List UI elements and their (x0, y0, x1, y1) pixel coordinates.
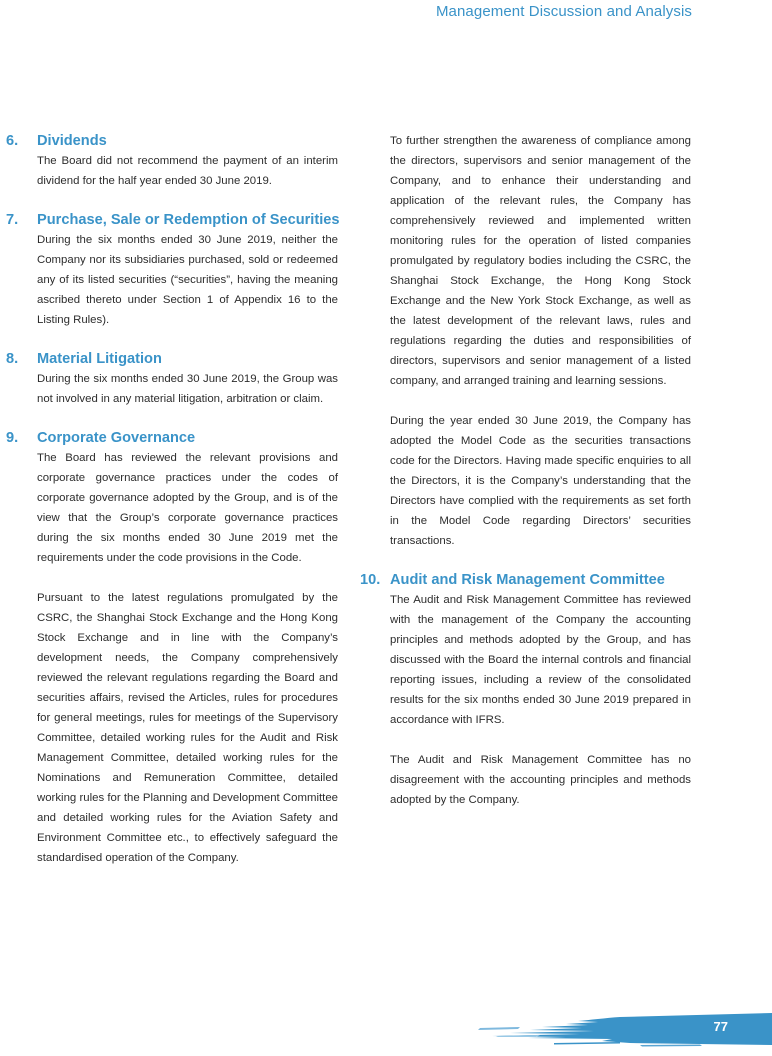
section-corporate-governance (6, 428, 338, 868)
section-number: 7. (6, 212, 19, 228)
section-material-litigation (6, 349, 338, 409)
section-heading (6, 210, 338, 230)
section-title: Purchase, Sale or Redemption of Securities (37, 212, 340, 228)
section-dividends (6, 131, 338, 191)
paragraph: The Audit and Risk Management Committee has no disagreement with the accounting principles and methods adopted by the Company. (390, 754, 691, 806)
section-title: Material Litigation (37, 351, 162, 367)
paragraph: During the year ended 30 June 2019, the Company has adopted the Model Code as the securities transactions code for the Directors. Having made specific enquiries to all the Directors, it is the Company’s understanding that the Directors have complied with the requirements as set forth in the Model Code regarding Directors’ securities transactions. (390, 415, 691, 547)
section-heading (6, 349, 338, 369)
paragraph: To further strengthen the awareness of compliance among the directors, supervisors and senior management of the Company, and to enhance their understanding and application of the relevant rules, the Company has comprehensively reviewed and implemented written monitoring rules for the operation of listed companies promulgated by regulatory bodies including the CSRC, the Shanghai Stock Exchange, the Hong Kong Stock Exchange and the New York Stock Exchange, as well as the latest development of the relevant laws, rules and regulations regarding the duties and responsibilities of directors, supervisors and senior management of a listed company, and arranged training and learning sessions. (390, 135, 691, 387)
paragraph: During the six months ended 30 June 2019, the Group was not involved in any material litigation, arbitration or claim. (37, 373, 338, 405)
paragraph: Pursuant to the latest regulations promulgated by the CSRC, the Shanghai Stock Exchange and the Hong Kong Stock Exchange and in line with the Company’s development needs, the Company comprehensively reviewed the relevant regulations regarding the Board and securities affairs, revised the Articles, rules for procedures for general meetings, rules for meetings of the Supervisory Committee, detailed working rules for the Audit and Risk Management Committee, detailed working rules for the Nominations and Remuneration Committee, detailed working rules for the Planning and Development Committee and detailed working rules for the Aviation Safety and Environment Committee etc., to effectively safeguard the standardised operation of the Company. (37, 592, 338, 864)
section-title: Dividends (37, 133, 107, 149)
section-heading (6, 428, 338, 448)
paragraph: The Board has reviewed the relevant provisions and corporate governance practices under the codes of corporate governance adopted by the Group, and is of the view that the Group’s corporate governance practices during the six months ended 30 June 2019 met the requirements under the code provisions in the Code. (37, 452, 338, 564)
paragraph: During the six months ended 30 June 2019, neither the Company nor its subsidiaries purchased, sold or redeemed any of its listed securities (“securities”, having the meaning ascribed thereto under Section 1 of Appendix 16 to the Listing Rules). (37, 234, 338, 326)
paragraph: The Audit and Risk Management Committee has reviewed with the management of the Company the accounting principles and methods adopted by the Group, and has discussed with the Board the internal controls and financial reporting issues, including a review of the consolidated results for the six months ended 30 June 2019 prepared in accordance with IFRS. (390, 594, 691, 726)
section-number: 9. (6, 430, 19, 446)
section-purchase-sale-redemption (6, 210, 338, 330)
paragraph: The Board did not recommend the payment of an interim dividend for the half year ended 30 June 2019. (37, 155, 338, 187)
running-header-title: Management Discussion and Analysis (435, 3, 692, 20)
section-title: Audit and Risk Management Committee (390, 572, 665, 588)
page-number: 77 (713, 1019, 728, 1034)
left-column (6, 131, 338, 868)
section-number: 6. (6, 133, 19, 149)
section-heading (360, 570, 691, 590)
section-title: Corporate Governance (37, 430, 196, 446)
right-column (360, 131, 691, 810)
section-heading (6, 131, 338, 151)
section-number: 10. (360, 572, 381, 588)
section-number: 8. (6, 351, 19, 367)
section-audit-risk-committee (360, 570, 691, 810)
